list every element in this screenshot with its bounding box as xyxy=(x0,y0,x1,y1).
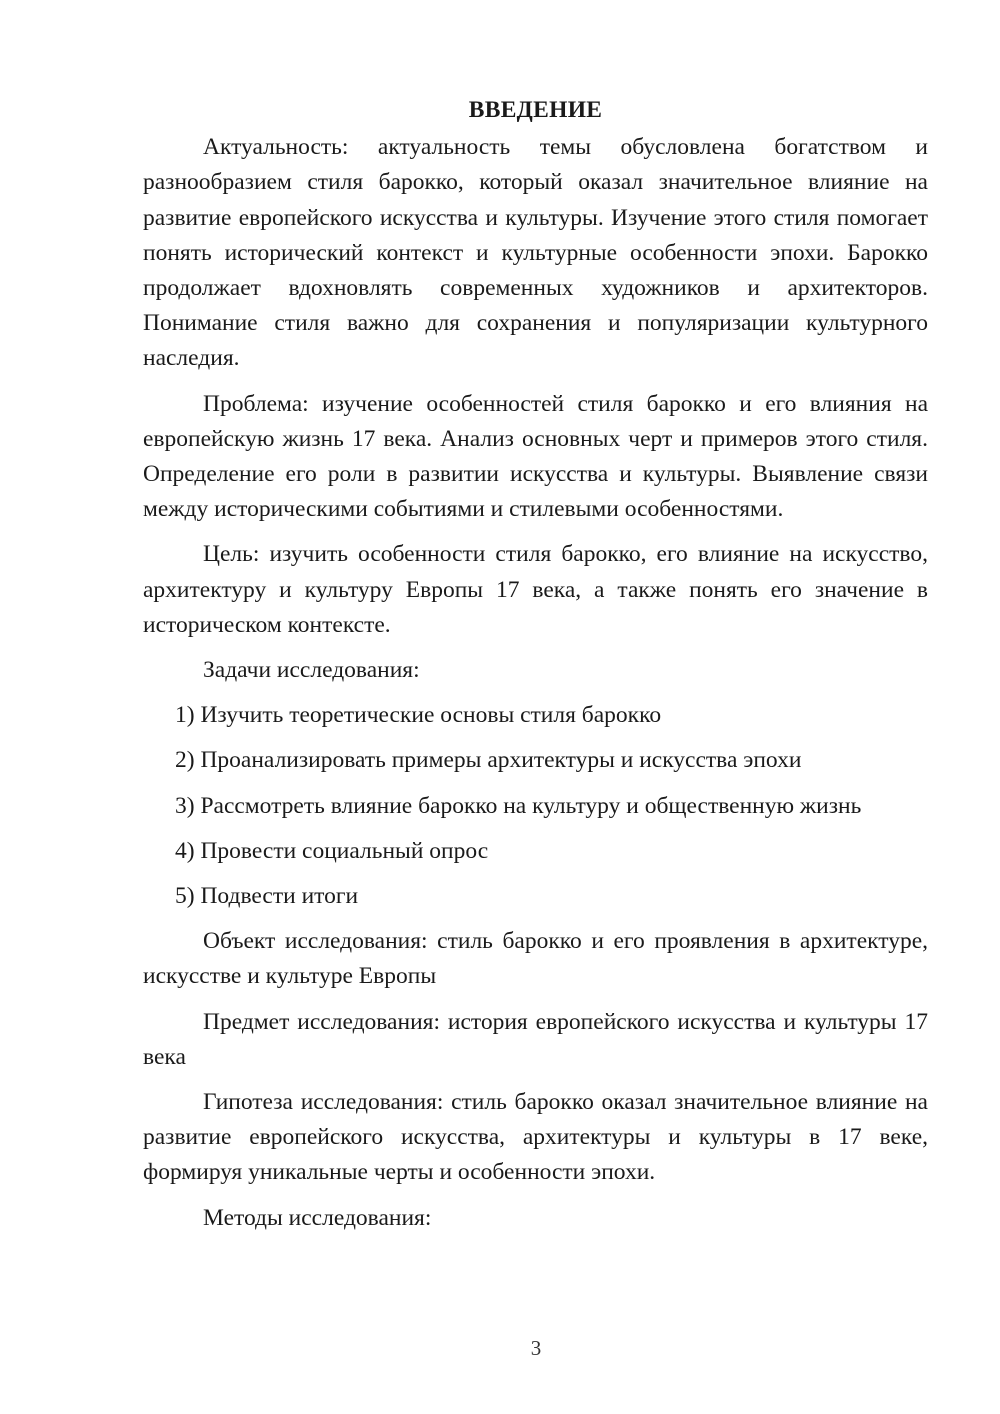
paragraph-problem: Проблема: изучение особенностей стиля барокко и его влияния на европейскую жизнь 17 века. Анализ основных черт и примеров этого стиля. Определение его роли в развитии искусства и культуры. Выявление связи между историческими событиями и стилевыми особенностями. xyxy=(143,390,928,523)
task-item-3: 3) Рассмотреть влияние барокко на культуру и общественную жизнь xyxy=(175,792,862,819)
task-item-4: 4) Провести социальный опрос xyxy=(175,837,489,864)
task-item-5: 5) Подвести итоги xyxy=(175,883,359,910)
methods-heading: Методы исследования: xyxy=(203,1204,432,1231)
tasks-heading: Задачи исследования: xyxy=(203,657,420,684)
page-number: 3 xyxy=(530,1336,542,1360)
paragraph-hypothesis: Гипотеза исследования: стиль барокко оказал значительное влияние на развитие европейского искусства, архитектуры и культуры в 17 веке, формируя уникальные черты и особенности эпохи. xyxy=(143,1089,928,1186)
task-item-2: 2) Проанализировать примеры архитектуры и искусства эпохи xyxy=(175,747,802,774)
paragraph-goal: Цель: изучить особенности стиля барокко, его влияние на искусство, архитектуру и культуру Европы 17 века, а также понять его значение в историческом контексте. xyxy=(143,541,928,638)
paragraph-subject: Предмет исследования: история европейского искусства и культуры 17 века xyxy=(143,1008,928,1070)
paragraph-object: Объект исследования: стиль барокко и его проявления в архитектуре, искусстве и культуре Европы xyxy=(143,928,928,990)
document-body xyxy=(143,93,928,1246)
paragraph-relevance: Актуальность: актуальность темы обусловлена богатством и разнообразием стиля барокко, который оказал значительное влияние на развитие европейского искусства и культуры. Изучение этого стиля помогает понять исторический контекст и культурные особенности эпохи. Барокко продолжает вдохновлять современных художников и архитекторов. Понимание стиля важно для сохранения и популяризации культурного наследия. xyxy=(143,134,928,372)
page-title: ВВЕДЕНИЕ xyxy=(468,97,603,123)
task-item-1: 1) Изучить теоретические основы стиля барокко xyxy=(175,702,662,729)
tasks-list xyxy=(143,698,928,914)
